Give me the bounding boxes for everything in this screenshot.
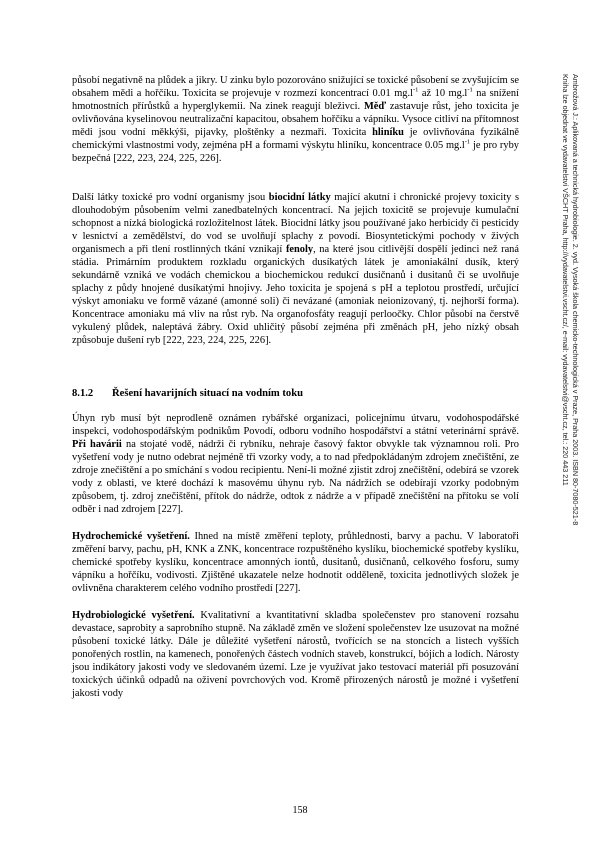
text-column (72, 74, 519, 709)
order-info-line: Kniha lze objednat ve vydavatelství VŠCHT Praha, http://vydavatelstvi.vscht.cz/, e-mail: vydavatelstvi@vscht.cz, tel.: 220 443 211 (561, 74, 570, 486)
text-run: je ovlivňována fyzikálně chemickými vlastnostmi vody, zejména pH a formami výskytu hliníku, koncentrace 0.05 mg.l (72, 127, 520, 151)
bold-term-phenols: fenoly (285, 244, 314, 255)
section-heading (72, 387, 519, 400)
page-number: 158 (292, 805, 308, 816)
text-run: na snížení hmotnostních přírůstků a hyperglykemii. Na zinek reagují bleživci. (72, 88, 519, 112)
text-run: je pro ryby bezpečná [222, 223, 224, 225, 226]. (72, 140, 519, 164)
superscript: -1 (467, 86, 473, 94)
text-run: Další látky toxické pro vodní organismy jsou (72, 192, 269, 203)
section-title: Řešení havarijních situací na vodním toku (112, 388, 304, 399)
bold-term-hydrochemical: Hydrochemické vyšetření. (72, 531, 190, 542)
bold-term-accident: Při havárii (72, 439, 122, 450)
paragraph-heavy-metals (72, 74, 519, 165)
side-citation-text (540, 74, 580, 714)
bold-term-aluminium: hliníku (372, 127, 404, 138)
citation-line: Ambrožová J.: Aplikovaná a technická hydrobiologie. 2. vyd. Vysoká škola chemicko-technologická v Praze, Praha 2003. ISBN 80-7080-521-8 (571, 74, 580, 526)
text-run: Kvalitativní a kvantitativní skladba společenstev pro stanovení rozsahu devastace, saprobity a saprobního stupně. Na základě změn ve složení společenstev lze usuzovat na možné působení toxické látky. Dále je důležité vyšetření nárostů, tvořících se na stoncích a listech vyšších ponořených rostlin, na kamenech, ponořených částech vodních staveb, konstrukcí, bójích a lodích. Nárosty jsou indikátory jakosti vody ve sledovaném území. Lze je využívat jako testovací materiál při posuzování toxických účinků odpadů na oživení povrchových vod. Kromě přirozených nárostů je možné i vyšetření jakosti vody (72, 610, 519, 699)
paragraph-hydrochemical (72, 530, 519, 595)
text-run: Úhyn ryb musí být neprodleně oznámen rybářské organizaci, policejnímu útvaru, vodohospodářské inspekci, vodohospodářským podnikům Povodí, odboru vodního hospodářství a státní veterinární správě. (72, 413, 519, 437)
paragraph-biocides (72, 191, 519, 347)
bold-term-copper: Měď (363, 101, 387, 112)
text-run: působí negativně na plůdek a jikry. U zinku bylo pozorováno snižující se toxické působení se zvyšujícím se obsahem mědi a hořčíku. Toxicita se projevuje v rozmezí koncentrací 0.01 mg.l (72, 75, 519, 99)
text-run: až 10 mg.l (418, 88, 468, 99)
bold-term-hydrobiological: Hydrobiologické vyšetření. (72, 610, 195, 621)
text-run: Ihned na místě změření teploty, průhlednosti, barvy a pachu. V laboratoři změření barvy, pachu, pH, KNK a ZNK, koncentrace rozpuštěného kyslíku, biochemické spotřeby kyslíku, chemické spotřeby kyslíku, koncentrace amonných iontů, dusitanů, dusičnanů, celkového fosforu, sumy vápníku a hořčíku, vodivosti. Zjištěné ukazatele nelze hodnotit odděleně, toxicita jednotlivých složek je ovlivněna charakterem celého vodního prostředí [227]. (72, 531, 519, 594)
text-run: , na které jsou citlivější dospělí jedinci než raná stádia. Primárním produktem rozkladu organických dusíkatých látek je amoniakální dusík, který sekundárně vzniká ve vodách chemickou a biochemickou redukcí dusičnanů i dusitanů či se uvolňuje splachy z půdy hnojené dusíkatými hnojivy. Jeho toxicita je spojená s pH a teplotou prostředí, určující výskyt amoniaku ve formě vázané (amonné soli) či nevázané (amoniak neionizovaný, tj. nejhorší forma). Koncentrace amoniaku má vliv na růst ryb. Na organofosfáty reagují perloočky. Chlor působí na čerstvě vykulený plůdek, naleptává žábry. Oxid uhličitý působí zejména při změnách pH, jeho nízký obsah způsobuje dušení ryb [222, 223, 224, 225, 226]. (72, 244, 519, 346)
text-run: mající akutní i chronické projevy toxicity s dlouhodobým působením velmi zanedbatelných koncentrací. Na jejich toxicitě se projevuje kumulační schopnost a nízká biologická rozložitelnost látek. Biocidní látky jsou používané jako herbicidy či pesticidy v lesnictví a zemědělství, do vod se uvolňují splachy z povodí. Biosyntetickými pochody v živých organismech a při tlení rostlinných tkání vznikají (72, 192, 519, 255)
paragraph-hydrobiological (72, 609, 519, 700)
superscript: -1 (464, 138, 471, 146)
text-run: na stojaté vodě, nádrži či rybníku, nehraje časový faktor obvykle tak významnou roli. Pro vyšetření vody je nutno odebrat nejméně tři vzorky vody, a to nad předpokládaným zdrojem znečištění, ze zdroje znečištění a po smíchání s vodou recipientu. Není-li možné zjistit zdroj znečištění, odebírá se vzorek vody z oblasti, ve které dochází k masovému úhynu ryb. Na nádržích se odebírají vzorky podobným způsobem, tj. zdroj znečištění, přítok do nádrže, odtok z nádrže a v případě znečištění na přítoku se volí odběr i nad zdrojem [227]. (72, 439, 519, 515)
paragraph-fish-kill (72, 412, 519, 516)
side-citation (540, 74, 580, 714)
superscript: -1 (412, 86, 419, 94)
text-run: zastavuje růst, jeho toxicita je ovlivňována kyselinovou neutralizační kapacitou, obsahem hořčíku a vápníku. Vysoce citliví na přítomnost mědi jsou vodní měkkýši, pijavky, ploštěnky a nezmaři. Toxicita (72, 101, 519, 138)
section-number: 8.1.2 (72, 388, 94, 399)
bold-term-biocides: biocidní látky (268, 192, 331, 203)
